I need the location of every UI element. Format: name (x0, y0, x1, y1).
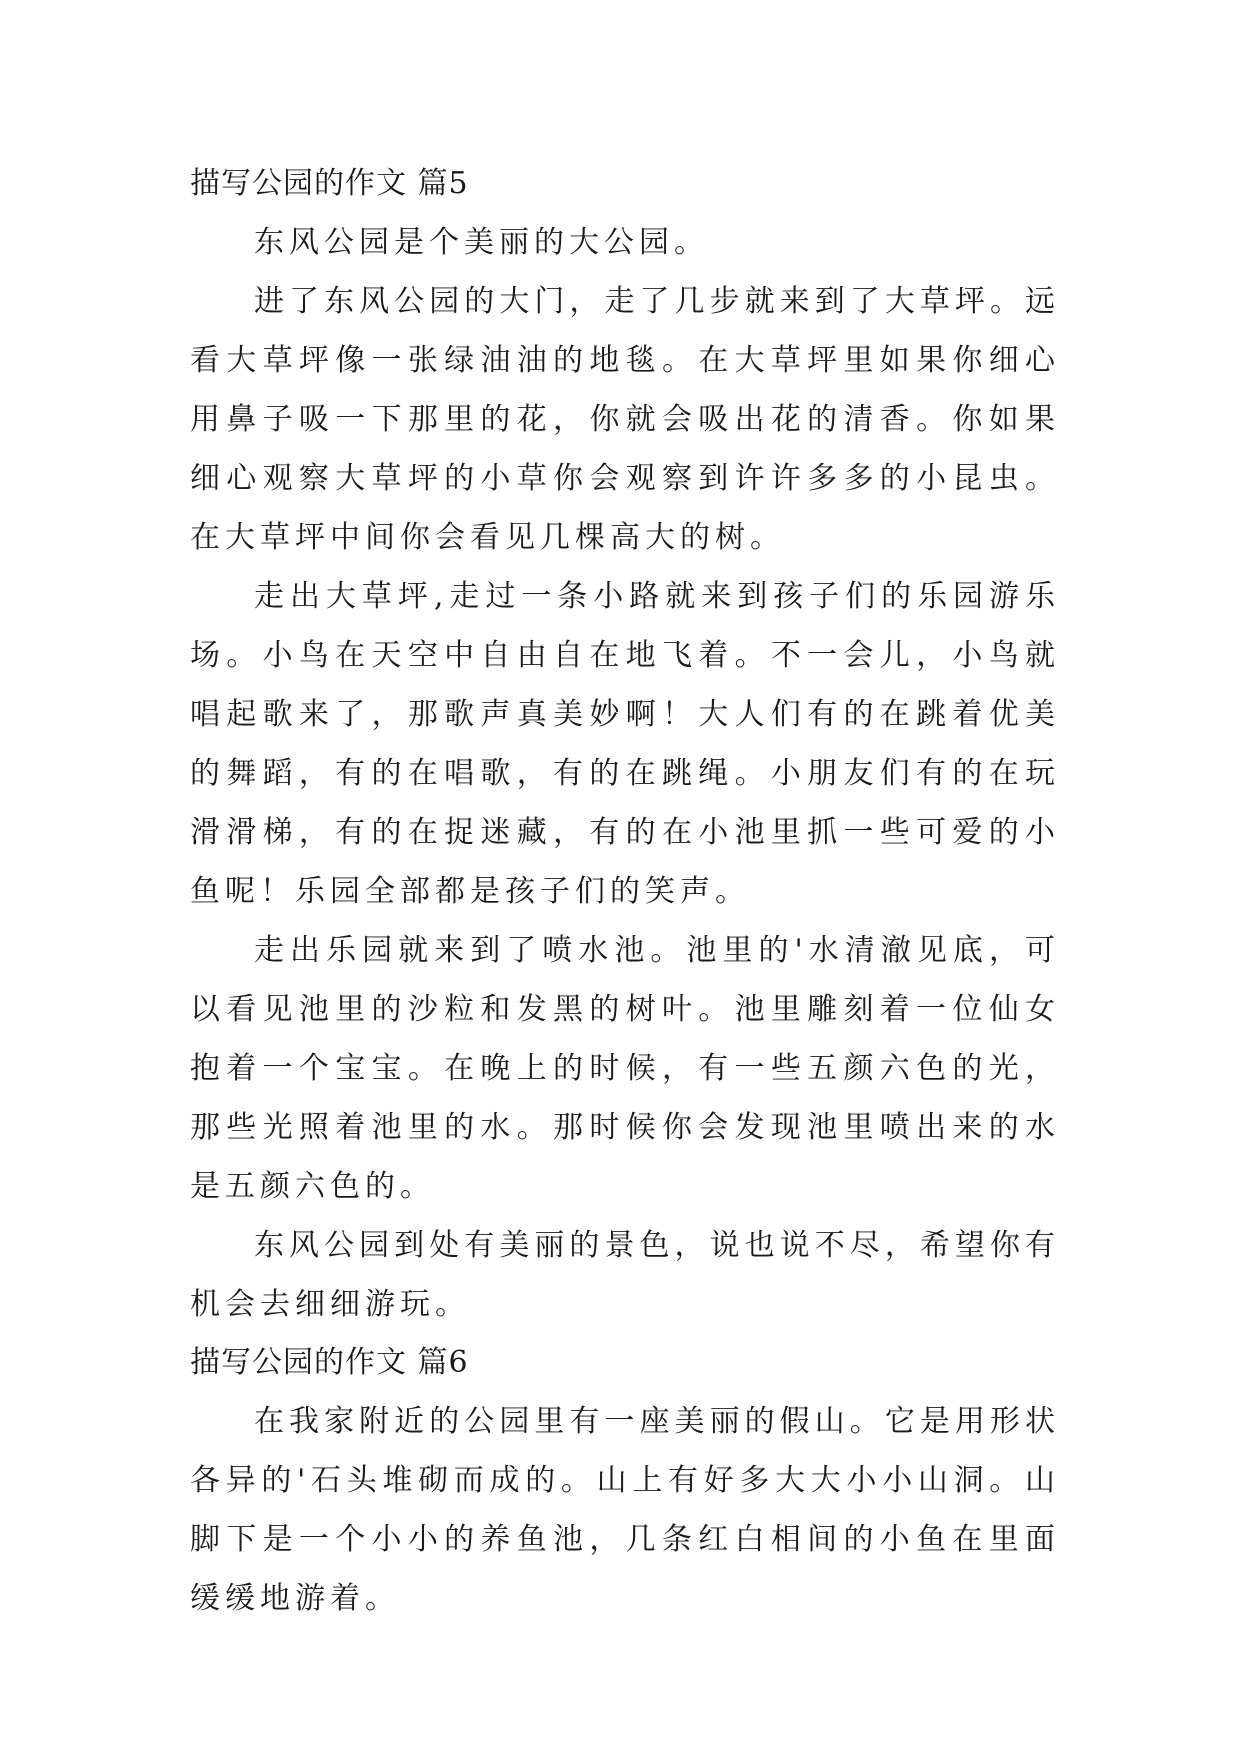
section-heading: 描写公园的作文 篇5 (190, 166, 469, 201)
paragraph: 走出大草坪,走过一条小路就来到孩子们的乐园游乐场。小鸟在天空中自由自在地飞着。不一会儿，小鸟就唱起歌来了，那歌声真美妙啊！大人们有的在跳着优美的舞蹈，有的在唱歌，有的在跳绳。小朋友们有的在玩滑滑梯，有的在捉迷藏，有的在小池里抓一些可爱的小鱼呢！乐园全部都是孩子们的笑声。 (190, 579, 1060, 909)
paragraph: 在我家附近的公园里有一座美丽的假山。它是用形状各异的'石头堆砌而成的。山上有好多大大小小山洞。山脚下是一个小小的养鱼池，几条红白相间的小鱼在里面缓缓地游着。 (190, 1404, 1060, 1616)
paragraph: 走出乐园就来到了喷水池。池里的'水清澈见底，可以看见池里的沙粒和发黑的树叶。池里雕刻着一位仙女抱着一个宝宝。在晚上的时候，有一些五颜六色的光，那些光照着池里的水。那时候你会发现池里喷出来的水是五颜六色的。 (190, 933, 1060, 1204)
document-page (190, 155, 1060, 1628)
section-heading: 描写公园的作文 篇6 (190, 1345, 469, 1380)
paragraph: 东风公园是个美丽的大公园。 (254, 225, 709, 260)
essay-section-6 (190, 1334, 1060, 1628)
paragraph: 东风公园到处有美丽的景色，说也说不尽，希望你有机会去细细游玩。 (190, 1228, 1060, 1322)
essay-section-5 (190, 155, 1060, 1334)
paragraph: 进了东风公园的大门，走了几步就来到了大草坪。远看大草坪像一张绿油油的地毯。在大草坪里如果你细心用鼻子吸一下那里的花，你就会吸出花的清香。你如果细心观察大草坪的小草你会观察到许许多多的小昆虫。在大草坪中间你会看见几棵高大的树。 (190, 284, 1060, 555)
